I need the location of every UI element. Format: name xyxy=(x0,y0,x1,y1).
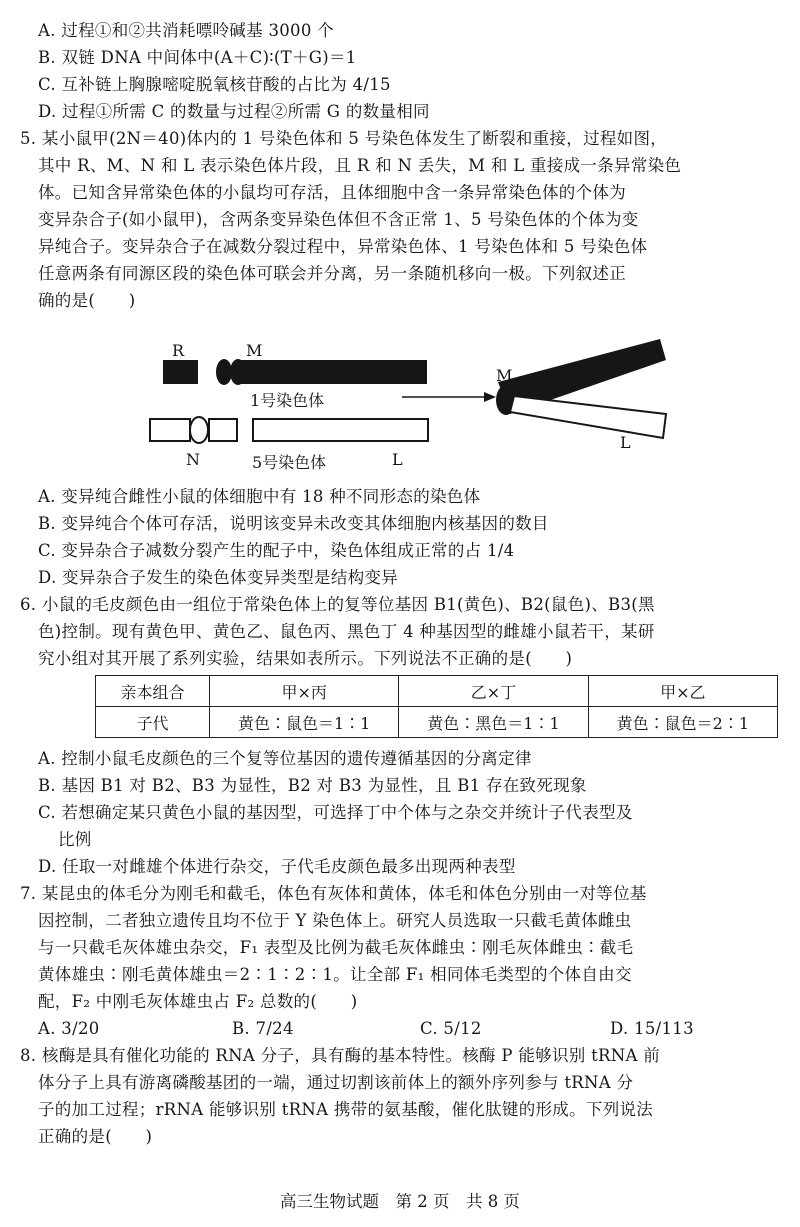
q7-option-b: B. 7/24 xyxy=(232,1019,294,1038)
q6-option-b: B. 基因 B1 对 B2、B3 为显性，B2 对 B3 为显性，且 B1 存在致死现象 xyxy=(38,776,587,795)
fragment-r xyxy=(163,360,198,384)
q6-stem-line: 色)控制。现有黄色甲、黄色乙、鼠色丙、黑色丁 4 种基因型的雌雄小鼠若干，某研 xyxy=(38,622,655,641)
q6-option-d: D. 任取一对雌雄个体进行杂交，子代毛皮颜色最多出现两种表型 xyxy=(38,857,516,876)
q6-stem-line: 究小组对其开展了系列实验，结果如表所示。下列说法不正确的是( ) xyxy=(38,649,573,668)
q5-stem-line: 任意两条有同源区段的染色体可联会并分离，另一条随机移向一极。下列叙述正 xyxy=(38,264,626,283)
q7-stem-line: 配，F₂ 中刚毛灰体雄虫占 F₂ 总数的( ) xyxy=(38,992,358,1011)
q4-option-b: B. 双链 DNA 中间体中(A＋C)∶(T＋G)＝1 xyxy=(38,48,357,67)
fragment-m xyxy=(216,359,427,385)
q5-stem-line: 异纯合子。变异杂合子在减数分裂过程中，异常染色体、1 号染色体和 5 号染色体 xyxy=(38,237,648,256)
table-cell: 黄色∶鼠色＝1∶1 xyxy=(210,707,399,738)
q7-option-c: C. 5/12 xyxy=(420,1019,482,1038)
label-l-abnormal: L xyxy=(620,433,631,452)
fragment-n xyxy=(150,417,237,443)
q5-stem-line: 确的是( ) xyxy=(38,291,136,310)
table-header-cell: 乙×丁 xyxy=(399,676,588,707)
table-header-row xyxy=(96,676,778,707)
label-r: R xyxy=(172,341,185,360)
q6-option-c: C. 若想确定某只黄色小鼠的基因型，可选择丁中个体与之杂交并统计子代表型及 xyxy=(38,803,633,822)
q5-stem-line: 5. 某小鼠甲(2N＝40)体内的 1 号染色体和 5 号染色体发生了断裂和重接，过程如图， xyxy=(20,129,668,148)
q5-option-d: D. 变异杂合子发生的染色体变异类型是结构变异 xyxy=(38,568,399,587)
q5-option-b: B. 变异纯合个体可存活，说明该变异未改变其体细胞内核基因的数目 xyxy=(38,514,549,533)
table-header-cell: 亲本组合 xyxy=(96,676,210,707)
q5-stem-line: 体。已知含异常染色体的小鼠均可存活，且体细胞中含一条异常染色体的个体为 xyxy=(38,183,626,202)
label-n: N xyxy=(186,450,200,469)
table-header-cell: 甲×丙 xyxy=(210,676,399,707)
q8-stem-line: 正确的是( ) xyxy=(38,1127,153,1146)
abnormal-chromosome xyxy=(496,339,666,438)
table-header-cell: 甲×乙 xyxy=(588,676,777,707)
q5-option-c: C. 变异杂合子减数分裂产生的配子中，染色体组成正常的占 1/4 xyxy=(38,541,515,560)
q6-option-c-continued: 比例 xyxy=(58,830,92,849)
q7-stem-line: 7. 某昆虫的体毛分为刚毛和截毛，体色有灰体和黄体，体毛和体色分别由一对等位基 xyxy=(20,884,647,903)
caption-chromosome-5: 5号染色体 xyxy=(252,453,327,472)
fragment-l xyxy=(253,419,428,441)
q5-stem-line: 其中 R、M、N 和 L 表示染色体片段，且 R 和 N 丢失，M 和 L 重接成一条异常染色 xyxy=(38,156,682,175)
q4-option-d: D. 过程①所需 C 的数量与过程②所需 G 的数量相同 xyxy=(38,102,430,121)
q8-stem-line: 体分子上具有游离磷酸基团的一端，通过切割该前体上的额外序列参与 tRNA 分 xyxy=(38,1073,634,1092)
q7-stem-line: 黄体雄虫∶刚毛黄体雄虫＝2∶1∶2∶1。让全部 F₁ 相同体毛类型的个体自由交 xyxy=(38,965,632,984)
q6-option-a: A. 控制小鼠毛皮颜色的三个复等位基因的遗传遵循基因的分离定律 xyxy=(38,749,532,768)
arrow-icon xyxy=(402,392,496,402)
table-row xyxy=(96,707,778,738)
q7-option-d: D. 15/113 xyxy=(610,1019,694,1038)
q7-option-a: A. 3/20 xyxy=(38,1019,100,1038)
q4-option-a: A. 过程①和②共消耗嘌呤碱基 3000 个 xyxy=(38,21,334,40)
q7-stem-line: 与一只截毛灰体雄虫杂交，F₁ 表型及比例为截毛灰体雌虫∶刚毛灰体雌虫∶截毛 xyxy=(38,938,634,957)
page-footer: 高三生物试题 第 2 页 共 8 页 xyxy=(280,1192,520,1211)
caption-chromosome-1: 1号染色体 xyxy=(250,391,325,410)
q8-stem-line: 子的加工过程；rRNA 能够识别 tRNA 携带的氨基酸，催化肽键的形成。下列说法 xyxy=(38,1100,654,1119)
label-m-abnormal: M xyxy=(496,366,513,385)
q5-option-a: A. 变异纯合雌性小鼠的体细胞中有 18 种不同形态的染色体 xyxy=(38,487,481,506)
q6-stem-line: 6. 小鼠的毛皮颜色由一组位于常染色体上的复等位基因 B1(黄色)、B2(鼠色)、B3(黑 xyxy=(20,595,655,614)
q7-stem-line: 因控制，二者独立遗传且均不位于 Y 染色体上。研究人员选取一只截毛黄体雌虫 xyxy=(38,911,632,930)
table-cell: 黄色∶鼠色＝2∶1 xyxy=(588,707,777,738)
q5-stem-line: 变异杂合子(如小鼠甲)，含两条变异染色体但不含正常 1、5 号染色体的个体为变 xyxy=(38,210,639,229)
label-l: L xyxy=(392,450,403,469)
q4-option-c: C. 互补链上胸腺嘧啶脱氧核苷酸的占比为 4/15 xyxy=(38,75,391,94)
table-cell: 黄色∶黑色＝1∶1 xyxy=(399,707,588,738)
table-cell: 子代 xyxy=(96,707,210,738)
cross-results-table xyxy=(95,675,778,738)
q8-stem-line: 8. 核酶是具有催化功能的 RNA 分子，具有酶的基本特性。核酶 P 能够识别 tRNA 前 xyxy=(20,1046,661,1065)
label-m: M xyxy=(246,341,263,360)
